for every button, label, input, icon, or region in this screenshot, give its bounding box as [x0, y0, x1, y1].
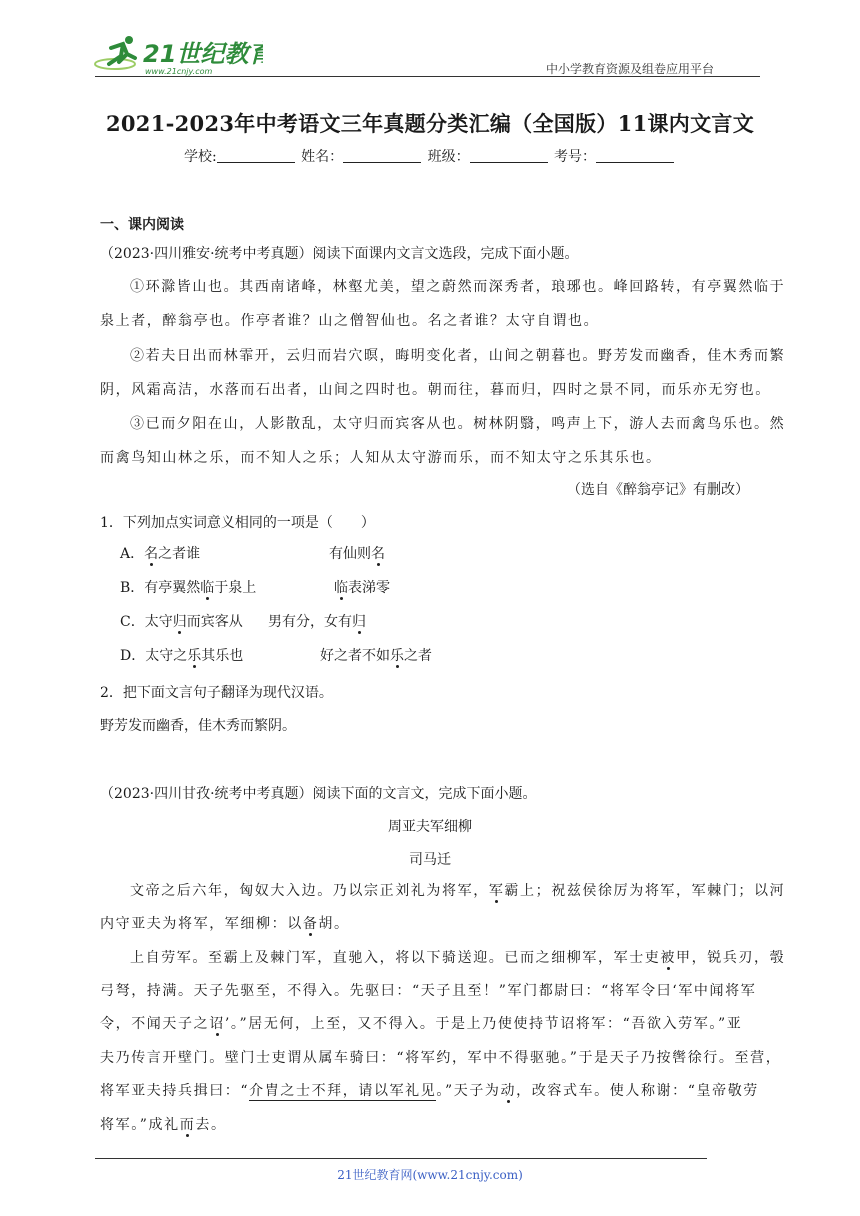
- page-title: 2021-2023年中考语文三年真题分类汇编（全国版）11课内文言文: [105, 111, 755, 136]
- dotted-word: 归: [173, 611, 187, 631]
- site-logo: [93, 34, 263, 78]
- dotted-word: 乐: [390, 645, 404, 665]
- essay-line: 上自劳军。至霸上及棘门军，直驰入，将以下骑送迎。已而之细柳军，军士吏被甲，锐兵刃，彀: [130, 947, 785, 967]
- question-intro-2: （2023·四川甘孜·统考中考真题）阅读下面的文言文，完成下面小题。: [100, 786, 537, 802]
- platform-name: 中小学教育资源及组卷应用平台: [546, 62, 715, 76]
- student-info-row: [0, 146, 860, 166]
- school-blank[interactable]: [217, 148, 295, 163]
- exam-no-label: 考号：: [554, 149, 597, 165]
- passage-line: ③已而夕阳在山，人影散乱，太守归而宾客从也。树林阴翳，鸣声上下，游人去而禽鸟乐也。然: [130, 416, 786, 432]
- question-1: 1．下列加点实词意义相同的一项是（ ）: [100, 515, 375, 531]
- dotted-word: 备: [303, 913, 319, 933]
- exam-no-blank[interactable]: [596, 148, 674, 163]
- passage-source: （选自《醉翁亭记》有删改）: [567, 482, 749, 498]
- option-d-compare: 好之者不如乐之者: [320, 645, 432, 665]
- dotted-word: 诏: [209, 1013, 225, 1033]
- essay-line: 令，不闻天子之诏’。”居无何，上至，又不得入。于是上乃使使持节诏将军：“吾欲入劳军。”亚: [100, 1013, 742, 1033]
- passage-line: 泉上者，醉翁亭也。作亭者谁？山之僧智仙也。名之者谁？太守自谓也。: [100, 313, 600, 329]
- passage-line: 而禽鸟知山林之乐，而不知人之乐；人知从太守游而乐，而不知太守之乐其乐也。: [100, 450, 662, 466]
- footer-link[interactable]: 21世纪教育网(www.21cnjy.com): [337, 1168, 523, 1182]
- passage-line: ①环滁皆山也。其西南诸峰，林壑尤美，望之蔚然而深秀者，琅琊也。峰回路转，有亭翼然临于: [130, 279, 786, 295]
- passage-line: 阴，风霜高洁，水落而石出者，山间之四时也。朝而往，暮而归，四时之景不同，而乐亦无穷也。: [100, 382, 771, 398]
- option-c-compare: 男有分，女有归: [268, 611, 366, 631]
- logo-url: www.21cnjy.com: [145, 67, 213, 76]
- footer-divider: [95, 1158, 707, 1159]
- dotted-word: 乐: [187, 645, 201, 665]
- essay-line: 夫乃传言开壁门。壁门士吏谓从属车骑曰：“将军约，军中不得驱驰。”于是天子乃按辔徐行。至营，: [100, 1050, 782, 1066]
- option-b[interactable]: B．有亭翼然临于泉上: [120, 577, 256, 597]
- essay-title: 周亚夫军细柳: [388, 819, 472, 835]
- dotted-word: 而: [180, 1114, 196, 1134]
- header-divider: [95, 76, 760, 77]
- dotted-word: 归: [352, 611, 366, 631]
- underlined-sentence: 介胄之士不拜，请以军礼见: [249, 1083, 437, 1099]
- runner-logo-icon: [93, 34, 263, 78]
- essay-line: 将军亚夫持兵揖曰：“介胄之士不拜，请以军礼见。”天子为动，改容式车。使人称谢：“皇帝敬劳: [100, 1080, 759, 1100]
- class-blank[interactable]: [470, 148, 548, 163]
- translate-sentence: 野芳发而幽香，佳木秀而繁阴。: [100, 718, 296, 734]
- dotted-word: 临: [334, 577, 348, 597]
- name-label: 姓名：: [301, 149, 344, 165]
- option-d[interactable]: D．太守之乐其乐也: [120, 645, 243, 665]
- option-a[interactable]: A．名之者谁: [120, 543, 200, 563]
- question-intro: （2023·四川雅安·统考中考真题）阅读下面课内文言文选段，完成下面小题。: [100, 246, 579, 262]
- question-2: 2．把下面文言句子翻译为现代汉语。: [100, 685, 333, 701]
- passage-line: ②若夫日出而林霏开，云归而岩穴暝，晦明变化者，山间之朝暮也。野芳发而幽香，佳木秀而繁: [130, 348, 786, 364]
- essay-line: 内守亚夫为将军，军细柳：以备胡。: [100, 913, 350, 933]
- dotted-word: 名: [371, 543, 385, 563]
- section-heading: 一、课内阅读: [100, 217, 184, 233]
- logo-text: 21世纪教育: [143, 40, 263, 68]
- name-blank[interactable]: [343, 148, 421, 163]
- dotted-word: 被: [660, 947, 676, 967]
- dotted-word: 临: [200, 577, 214, 597]
- essay-line: 弓弩，持满。天子先驱至，不得入。先驱曰：“天子且至！”军门都尉曰：“将军令曰‘军中闻将军: [100, 983, 757, 999]
- dotted-word: 军: [489, 880, 505, 900]
- option-b-compare: 临表涕零: [334, 577, 390, 597]
- essay-author: 司马迁: [409, 852, 451, 868]
- school-label: 学校:: [183, 149, 217, 165]
- option-c[interactable]: C．太守归而宾客从: [120, 611, 243, 631]
- essay-line: 将军。”成礼而去。: [100, 1114, 227, 1134]
- option-a-compare: 有仙则名: [329, 543, 385, 563]
- dotted-word: 动: [501, 1080, 517, 1100]
- essay-line: 文帝之后六年，匈奴大入边。乃以宗正刘礼为将军，军霸上；祝兹侯徐厉为将军，军棘门；以河: [130, 880, 785, 900]
- dotted-word: 名: [144, 543, 158, 563]
- class-label: 班级：: [427, 149, 470, 165]
